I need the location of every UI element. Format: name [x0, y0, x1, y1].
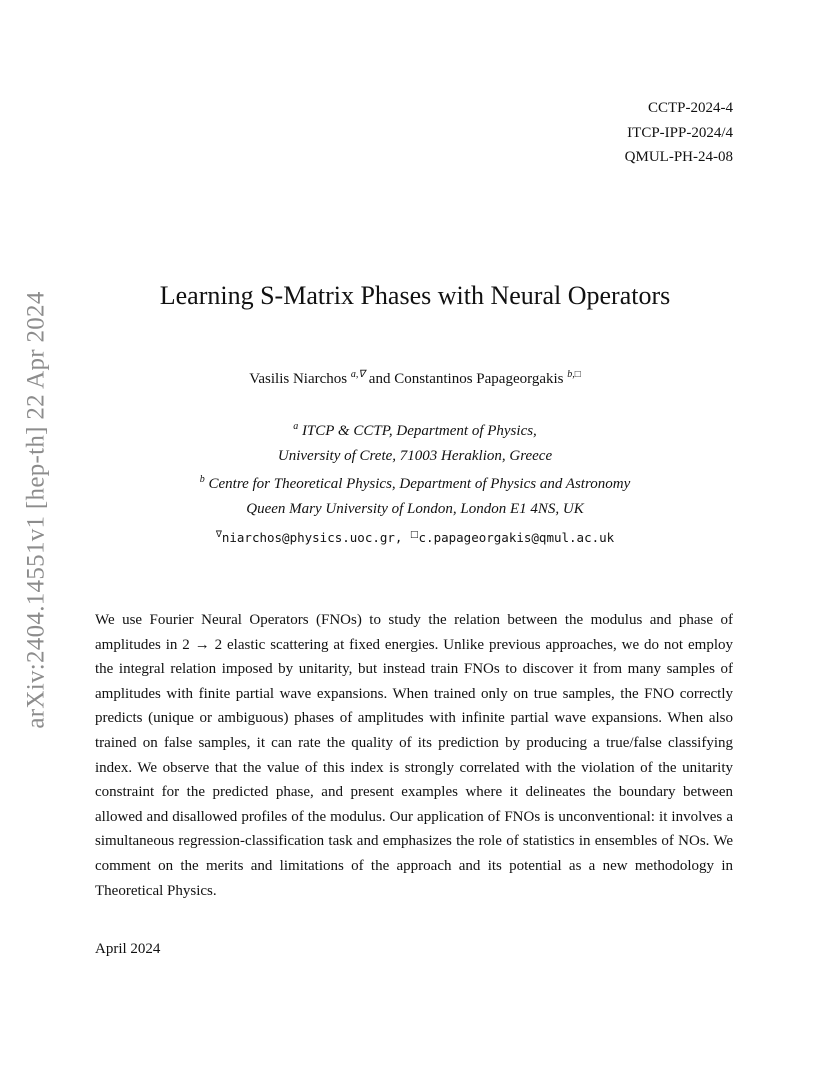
author-affiliation-mark: b,□ [567, 369, 581, 380]
author-connector: and [368, 371, 391, 387]
paper-date: April 2024 [95, 941, 161, 957]
report-number: CCTP-2024-4 [647, 100, 733, 116]
email-mark: ∇ [215, 530, 222, 540]
abstract-text: We use Fourier Neural Operators (FNOs) to study the relation between the modulus and phase of amplitudes in 2 → 2 elastic scattering at fixed energies. Unlike previous approaches, we do not employ the integral relation imposed by unitarity, but instead train FNOs to discover it from many samples of amplitudes with finite partial wave expansions. When trained only on true samples, the FNO correctly predicts (unique or ambiguous) phases of amplitudes with infinite partial wave expansions. When also trained on false samples, it can rate the quality of its prediction by producing a true/false classifying index. We observe that the value of this index is strongly correlated with the violation of the unitarity constraint for the predicted phase, and present examples where it delineates the boundary between allowed and disallowed profiles of the modulus. Our application of FNOs is unconventional: it involves a simultaneous regression-classification task and emphasizes the role of statistics in ensembles of NOs. We comment on the merits and limitations of the approach and its potential as a new methodology in Theoretical Physics. [95, 612, 733, 899]
affiliation-a-line: University of Crete, 71003 Heraklion, Greece [277, 447, 553, 464]
email-line [95, 530, 735, 545]
email-address: niarchos@physics.uoc.gr, [221, 530, 403, 546]
affiliation-b-line: $^b$ Centre for Theoretical Physics, Department of Physics and Astronomy [199, 474, 631, 492]
report-number: ITCP-IPP-2024/4 [627, 124, 733, 141]
author-name: Vasilis Niarchos [249, 371, 348, 387]
affiliation-mark: b [199, 474, 205, 485]
arxiv-identifier: arXiv:2404.14551v1 [hep-th] 22 Apr 2024 [23, 291, 50, 729]
affiliations [95, 415, 735, 521]
arxiv-side-stamp [22, 290, 52, 730]
affiliation-b-line: Queen Mary University of London, London E1 4NS, UK [246, 500, 584, 517]
affiliation-mark: a [293, 421, 299, 432]
author-affiliation-mark: a,∇ [350, 369, 366, 380]
author-name: Constantinos Papageorgakis [394, 371, 564, 387]
report-numbers [625, 96, 733, 170]
report-number: QMUL-PH-24-08 [624, 149, 733, 165]
affiliation-a-line: $^a$ ITCP & CCTP, Department of Physics, [293, 421, 537, 439]
paper-title: Learning S-Matrix Phases with Neural Operators [159, 281, 671, 310]
author-line [95, 369, 735, 388]
email-address: c.papageorgakis@qmul.ac.uk [418, 530, 615, 546]
email-mark: □ [410, 530, 419, 540]
